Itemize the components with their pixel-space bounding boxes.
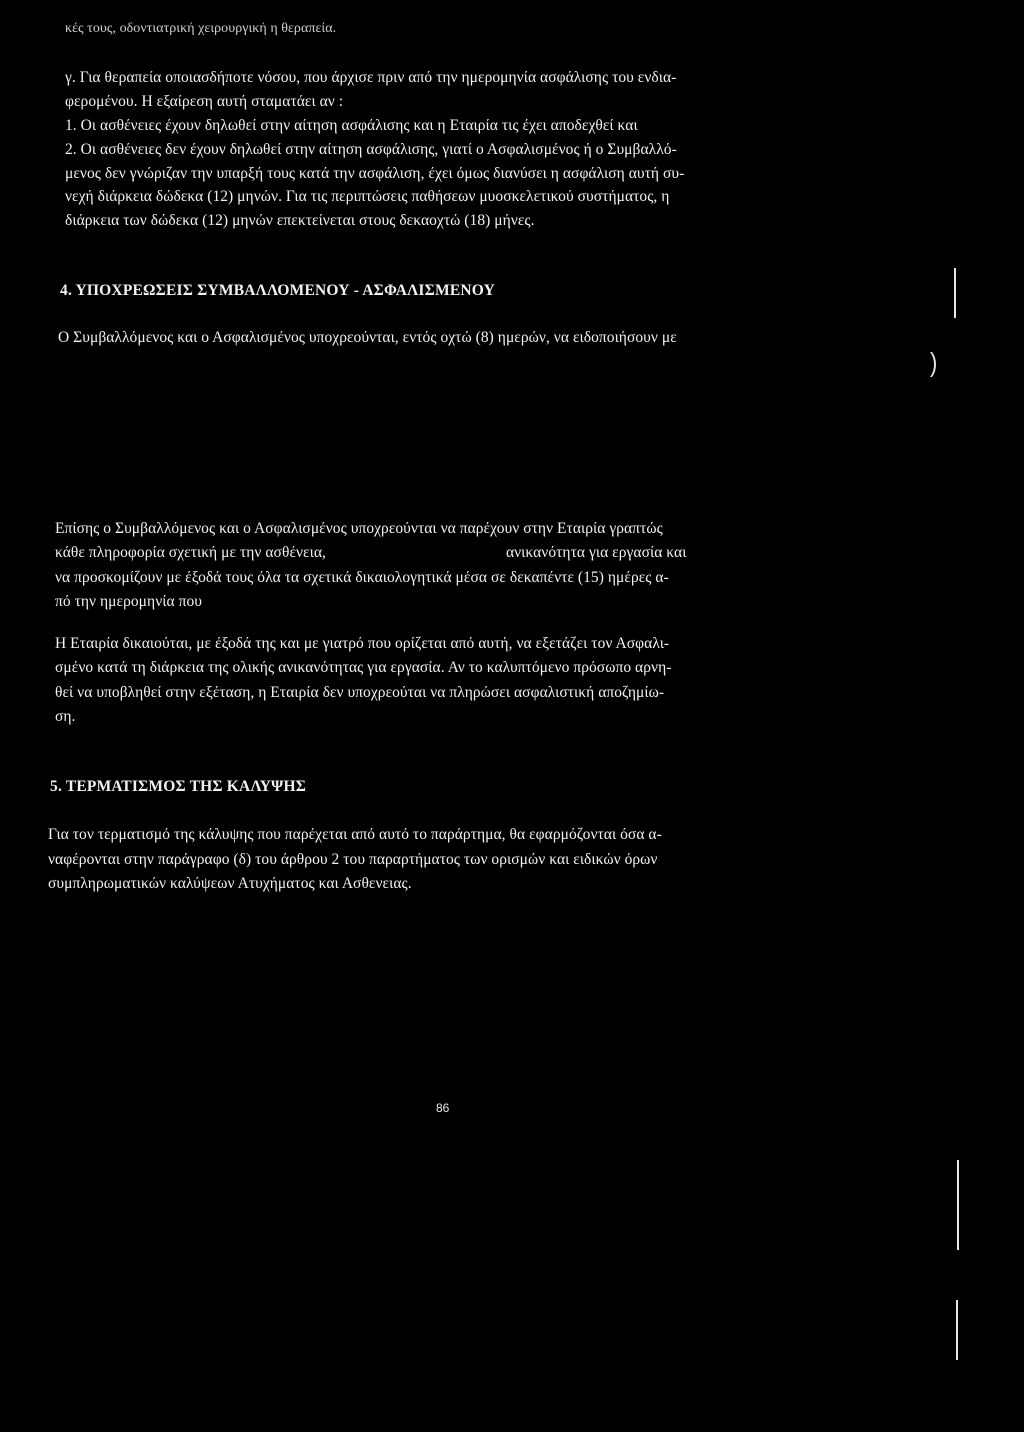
text-line: Επίσης ο Συμβαλλόμενος και ο Ασφαλισμένος υποχρεούνται να παρέχουν στην Εταιρία γραπτώς bbox=[55, 520, 663, 537]
text-line: 1. Οι ασθένειες έχουν δηλωθεί στην αίτηση ασφάλισης και η Εταιρία τις έχει αποδεχθεί και bbox=[65, 117, 638, 134]
text-line: πό την ημερομηνία που bbox=[55, 593, 202, 610]
text-line: ναφέρονται στην παράγραφο (δ) του άρθρου 2 του παραρτήματος των ορισμών και ειδικών όρων bbox=[48, 851, 658, 868]
text-line: νεχή διάρκεια δώδεκα (12) μηνών. Για τις περιπτώσεις παθήσεων μυοσκελετικού συστήματος, η bbox=[65, 188, 670, 205]
text-line: σμένο κατά τη διάρκεια της ολικής ανικανότητας για εργασία. Αν το καλυπτόμενο πρόσωπο αρνη- bbox=[55, 659, 672, 676]
margin-paren: ) bbox=[930, 347, 938, 378]
text-segment: κάθε πληροφορία σχετική με την ασθένεια, bbox=[55, 544, 326, 561]
text-line: θεί να υποβληθεί στην εξέταση, η Εταιρία δεν υποχρεούται να πληρώσει ασφαλιστική αποζημίω- bbox=[55, 684, 665, 701]
text-line: να προσκομίζουν με έξοδά τους όλα τα σχετικά δικαιολογητικά μέσα σε δεκαπέντε (15) ημέρες α- bbox=[55, 569, 669, 586]
margin-mark bbox=[954, 268, 956, 318]
text-line: Ο Συμβαλλόμενος και ο Ασφαλισμένος υποχρεούνται, εντός οχτώ (8) ημερών, να ειδοποιήσουν με bbox=[58, 329, 677, 346]
text-line bbox=[55, 542, 686, 564]
section-heading: 4. ΥΠΟΧΡΕΩΣΕΙΣ ΣΥΜΒΑΛΛΟΜΕΝΟΥ - ΑΣΦΑΛΙΣΜΕΝΟΥ bbox=[60, 282, 496, 299]
text-line: Για τον τερματισμό της κάλυψης που παρέχεται από αυτό το παράρτημα, θα εφαρμόζονται όσα α- bbox=[48, 826, 662, 843]
text-line: συμπληρωματικών καλύψεων Ατυχήματος και Ασθενειας. bbox=[48, 875, 412, 892]
text-segment: ανικανότητα για εργασία και bbox=[505, 544, 687, 561]
text-line: ση. bbox=[55, 708, 76, 725]
text-line: διάρκεια των δώδεκα (12) μηνών επεκτείνεται στους δεκαοχτώ (18) μήνες. bbox=[65, 212, 535, 229]
text-line: γ. Για θεραπεία οποιασδήποτε νόσου, που άρχισε πριν από την ημερομηνία ασφάλισης του ενδια- bbox=[65, 69, 677, 86]
margin-mark bbox=[956, 1300, 958, 1360]
text-line: 2. Οι ασθένειες δεν έχουν δηλωθεί στην αίτηση ασφάλισης, γιατί ο Ασφαλισμένος ή ο Συμβαλλό- bbox=[65, 141, 677, 158]
page-number: 86 bbox=[436, 1101, 450, 1115]
text-line: Η Εταιρία δικαιούται, με έξοδά της και με γιατρό που ορίζεται από αυτή, να εξετάζει τον Ασφαλι- bbox=[55, 635, 670, 652]
text-line: φερομένου. Η εξαίρεση αυτή σταματάει αν : bbox=[65, 93, 344, 110]
text-line: κές τους, οδοντιατρική χειρουργική η θεραπεία. bbox=[65, 21, 337, 36]
section-heading: 5. ΤΕΡΜΑΤΙΣΜΟΣ ΤΗΣ ΚΑΛΥΨΗΣ bbox=[50, 778, 307, 795]
margin-mark bbox=[957, 1160, 959, 1250]
text-line: μενος δεν γνώριζαν την υπαρξή τους κατά την ασφάλιση, έχει όμως διανύσει η ασφάλιση αυτή συ- bbox=[65, 165, 685, 182]
